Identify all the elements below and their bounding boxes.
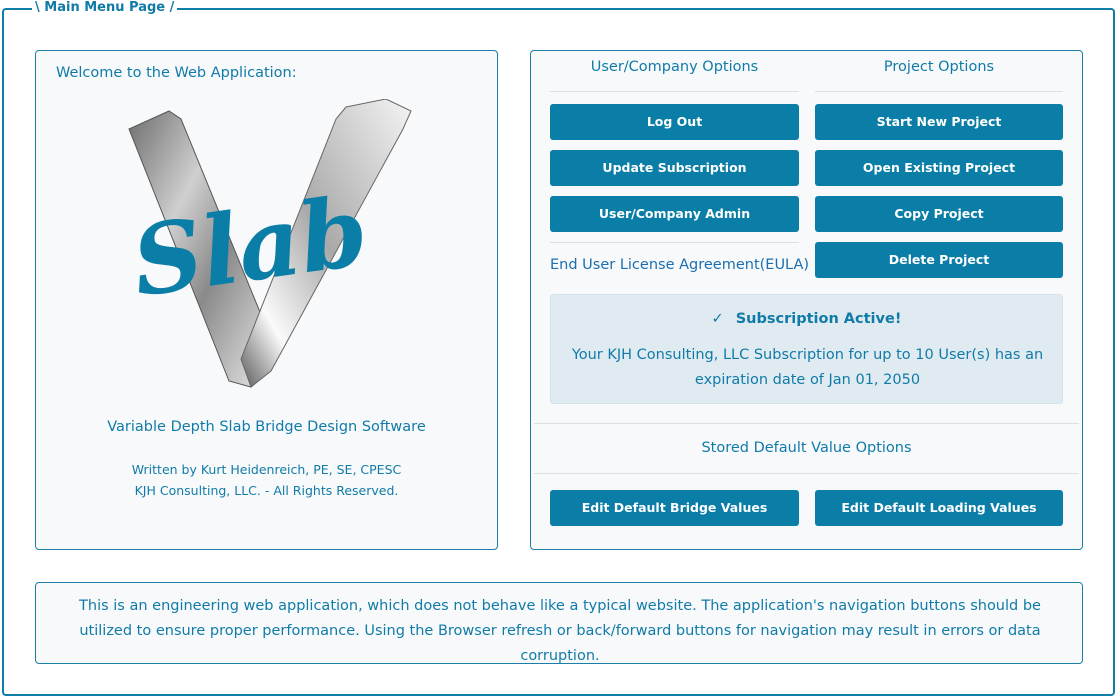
navigation-notice-text: This is an engineering web application, which does not behave like a typical website. The application's navigation buttons should be utilized to ensure proper performance. Using the Browser refresh or back/forward buttons for navigation may result in errors or data corruption. xyxy=(79,598,1041,664)
copyright-credit: KJH Consulting, LLC. - All Rights Reserved. xyxy=(134,483,399,498)
start-new-project-button[interactable]: Start New Project xyxy=(815,104,1063,140)
eula-link[interactable]: End User License Agreement(EULA) xyxy=(550,257,810,273)
delete-project-button[interactable]: Delete Project xyxy=(815,242,1063,278)
check-icon: ✓ xyxy=(711,311,724,327)
edit-default-loading-values-button[interactable]: Edit Default Loading Values xyxy=(815,490,1063,526)
welcome-heading: Welcome to the Web Application: xyxy=(56,65,297,81)
software-subtitle: Variable Depth Slab Bridge Design Software xyxy=(107,419,426,435)
divider xyxy=(550,242,799,243)
vslab-logo-icon xyxy=(121,99,421,389)
subscription-details: Your KJH Consulting, LLC Subscription for up to 10 User(s) has an expiration date of Jan 01, 2050 xyxy=(571,347,1044,388)
user-company-options-title: User/Company Options xyxy=(590,59,759,75)
stored-default-options-title: Stored Default Value Options xyxy=(701,440,912,456)
user-company-admin-button[interactable]: User/Company Admin xyxy=(550,196,799,232)
page-legend: \ Main Menu Page / xyxy=(32,0,177,17)
log-out-button[interactable]: Log Out xyxy=(550,104,799,140)
slab-script: Slab xyxy=(125,174,375,319)
subscription-alert-title xyxy=(551,311,1062,327)
divider xyxy=(550,91,799,92)
options-panel xyxy=(530,50,1083,550)
welcome-panel xyxy=(35,50,498,550)
subscription-status-text: Subscription Active! xyxy=(735,311,902,327)
project-options-title: Project Options xyxy=(883,59,995,75)
subscription-alert xyxy=(550,294,1063,404)
divider xyxy=(534,473,1079,474)
navigation-notice-panel xyxy=(35,582,1083,664)
divider xyxy=(815,91,1063,92)
update-subscription-button[interactable]: Update Subscription xyxy=(550,150,799,186)
edit-default-bridge-values-button[interactable]: Edit Default Bridge Values xyxy=(550,490,799,526)
author-credit: Written by Kurt Heidenreich, PE, SE, CPESC xyxy=(131,462,402,477)
divider xyxy=(534,423,1079,424)
open-existing-project-button[interactable]: Open Existing Project xyxy=(815,150,1063,186)
copy-project-button[interactable]: Copy Project xyxy=(815,196,1063,232)
